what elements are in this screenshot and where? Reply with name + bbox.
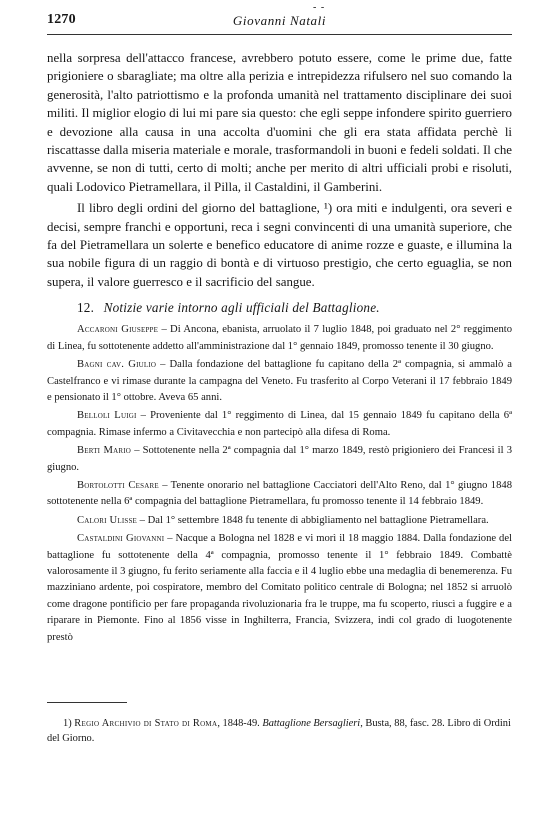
header-rule xyxy=(47,34,512,35)
officer-name: Belloli Luigi xyxy=(77,410,137,422)
officer-entry xyxy=(47,513,512,529)
footnote-rule xyxy=(47,702,127,703)
officer-text: – Dal 1° settembre 1848 fu tenente di abbigliamento nel battaglione Pietramellara. xyxy=(137,514,489,526)
officer-name: Bagni cav. Giulio xyxy=(77,359,157,371)
officer-text: – Di Ancona, ebanista, arruolato il 7 luglio 1848, poi graduato nel 2° reggimento di Linea, fu sottotenente addetto all'amministrazione dal 1° gennaio 1849, promosso tenente il 30 giugno. xyxy=(47,324,512,352)
body-text xyxy=(47,49,512,646)
footnote-rest: , Busta, 88, fasc. 28. Libro di Ordini del Giorno. xyxy=(47,718,511,744)
officer-entry xyxy=(47,357,512,406)
page-header xyxy=(47,2,512,32)
officer-text: – Dalla fondazione del battaglione fu capitano della 2ª compagnia, si ammalò a Castelfranco e vi rimase durante la campagna del Veneto. Fu trasferito al Corpo Veterani il 17 febbraio 1849 e pensionato il 1° ottobre. Aveva 65 anni. xyxy=(47,359,512,403)
section-number: 12. xyxy=(77,300,95,316)
paragraph-orders-book: Il libro degli ordini del giorno del battaglione, ¹) ora miti e indulgenti, ora severi e decisi, sempre franchi e opportuni, reca i segni convincenti di una umanità superiore, che fa del Pietramellara un solerte e benefico educatore di anime rozze e guaste, e illumina la sua nobile figura di un raggio di bontà e di virtuoso prestigio, che certo eguaglia, se non supera, il valore guerresco e il sacrificio del sangue. xyxy=(47,201,512,289)
officer-entry xyxy=(47,478,512,511)
officer-name: Berti Mario xyxy=(77,445,132,457)
top-marks: - - xyxy=(313,2,326,13)
officer-text: – Nacque a Bologna nel 1828 e vi morì il 18 maggio 1884. Dalla fondazione del battaglione fu sottotenente della 4ª compagnia, promosso tenente il 1° febbraio 1849. Combattè valorosamente il 3 giugno, fu ferito seriamente alla faccia e il 4 luglio ebbe una medaglia di benemerenza. Fu mazziniano ardente, poi cospiratore, membro del Comitato politico centrale di Bologna; nel 1852 si arruolò come dragone pontificio per fare propaganda rivoluzionaria fra le truppe, ma fu scoperto, riuscì a fuggire e a riparare in Piemonte. Fino al 1856 visse in Inghilterra, Francia, Svizzera, indi col grado di luogotenente prestò xyxy=(47,533,512,643)
officer-name: Calori Ulisse xyxy=(77,514,138,526)
officer-entry xyxy=(47,408,512,441)
footnote-archive: Regio Archivio di Stato di Roma xyxy=(74,718,218,729)
footnote-source: Battaglione Bersaglieri xyxy=(262,718,361,729)
officer-name: Accaroni Giuseppe xyxy=(77,324,159,336)
section-title: Notizie varie intorno agli ufficiali del Battaglione. xyxy=(103,300,380,316)
section-heading xyxy=(77,300,512,316)
paragraph-continuation: nella sorpresa dell'attacco francese, avrebbero potuto essere, come le prime due, fatte prigioniere o sbaragliate; ma oltre alla perizia e intrepidezza rifulsero nel suo comando la generosità, l'alto patriottismo e la profonda umanità nel trattamento disciplinare dei suoi militi. Il miglior elogio di lui mi pare sia questo: che egli seppe infondere spirito guerriero e devozione alla causa in una accolta d'uomini che gli era stata affidata perchè li riscattasse dalla miseria materiale e morale, trasformandoli in buoni e fedeli soldati. Il che avvenne, se non di tutti, certo di molti; anche per merito di altri ufficiali probi e risoluti, quali Lodovico Pietramellara, il Pilla, il Castaldini, il Gamberini. xyxy=(47,51,512,194)
officer-text: – Tenente onorario nel battaglione Cacciatori dell'Alto Reno, dal 1° giugno 1848 sottotenente nella 6ª compagnia del battaglione Pietramellara, fu promosso tenente il 14 febbraio 1849. xyxy=(47,479,512,508)
officer-entry xyxy=(47,443,512,476)
running-head: Giovanni Natali xyxy=(232,13,327,28)
officer-text: – Sottotenente nella 2ª compagnia dal 1° marzo 1849, restò prigioniero dei Francesi il 3 giugno. xyxy=(47,445,512,473)
footnote xyxy=(47,716,512,746)
officer-text: – Proveniente dal 1° reggimento di Linea, dal 15 gennaio 1849 fu capitano della 6ª compagnia. Rimase infermo a Civitavecchia e non partecipò alla difesa di Roma. xyxy=(47,410,512,438)
footnote-marker: 1) xyxy=(63,718,72,729)
officer-entries xyxy=(47,322,512,646)
officer-name: Castaldini Giovanni xyxy=(77,533,165,545)
footnote-years: , 1848-49. xyxy=(217,718,263,729)
officer-entry xyxy=(47,322,512,355)
officer-name: Bortolotti Cesare xyxy=(77,479,159,491)
page-number: 1270 xyxy=(47,12,76,27)
officer-entry xyxy=(47,531,512,646)
